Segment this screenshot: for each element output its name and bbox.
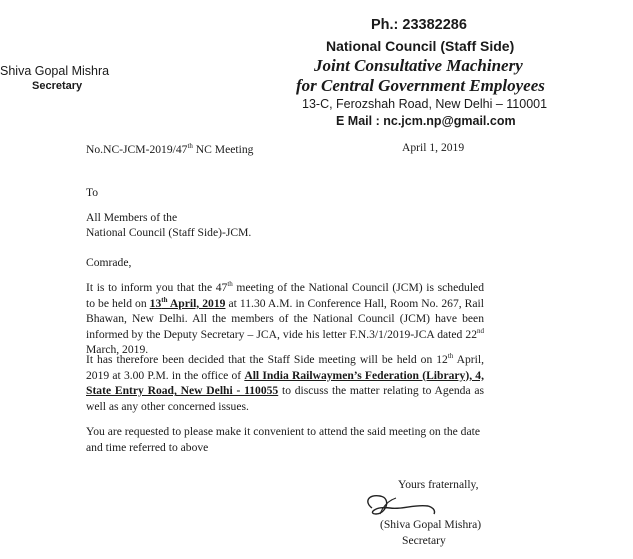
meeting-date-rest: April, 2019 — [167, 296, 226, 310]
reference-suffix: NC Meeting — [192, 143, 254, 156]
recipient-line1: All Members of the — [86, 211, 178, 224]
meeting-venue: All India Railwaymen’s Federation (Library), 4, State Entry Road, New Delhi - 110055 — [86, 368, 484, 398]
letterhead-script-line1: Joint Consultative Machinery — [314, 56, 523, 75]
meeting-date-day: 13 — [149, 296, 162, 310]
sender-name: Shiva Gopal Mishra — [0, 64, 110, 78]
signatory-title: Secretary — [402, 534, 446, 547]
address: 13-C, Ferozshah Road, New Delhi – 110001 — [302, 97, 548, 111]
phone-number: Ph.: 23382286 — [371, 17, 467, 33]
letter-date: April 1, 2019 — [402, 141, 465, 154]
p1-text-d: March, 2019. — [86, 343, 149, 357]
reference-number — [86, 143, 253, 156]
p1-sup-a: th — [227, 280, 233, 289]
meeting-date — [150, 297, 226, 310]
p1-text-c: at 11.30 A.M. in Conference Hall, Room No. 267, Rail Bhawan, New Delhi. All the members of the National Council (JCM) have been informed by the Deputy Secretary – JCA, vide his letter F.N.3/1/2019-JCA dated 22 — [86, 296, 484, 341]
sender-title: Secretary — [32, 80, 83, 92]
p2-text-b: April, 2019 at 3.00 P.M. in the office of — [86, 353, 484, 382]
p1-text-a: It is to inform you that the 47 — [86, 281, 228, 294]
valediction: Yours fraternally, — [398, 478, 479, 491]
p2-text-a: It has therefore been decided that the Staff Side meeting will be held on 12 — [86, 353, 448, 366]
to-label: To — [86, 186, 99, 199]
reference-prefix: No.NC-JCM-2019/47 — [86, 143, 188, 156]
meeting-date-sup: th — [161, 295, 168, 304]
paragraph-staff-side-meeting — [86, 352, 484, 414]
p1-text-b: meeting of the National Council (JCM) is scheduled to be held on — [86, 281, 485, 310]
recipient-line2: National Council (Staff Side)-JCM. — [86, 226, 252, 239]
p2-sup: th — [447, 352, 454, 361]
organization-name: National Council (Staff Side) — [326, 38, 515, 54]
reference-sup: th — [187, 142, 193, 151]
signatory-name: (Shiva Gopal Mishra) — [380, 518, 482, 531]
email: E Mail : nc.jcm.np@gmail.com — [336, 114, 516, 128]
p1-sup-b: nd — [477, 326, 484, 335]
letterhead-script-line2: for Central Government Employees — [296, 76, 545, 95]
salutation: Comrade, — [86, 256, 132, 269]
p2-text-c: to discuss the matter relating to Agenda as well as any other concerned issues. — [86, 384, 485, 413]
paragraph-request: You are requested to please make it convenient to attend the said meeting on the date and time referred to above — [86, 425, 480, 454]
